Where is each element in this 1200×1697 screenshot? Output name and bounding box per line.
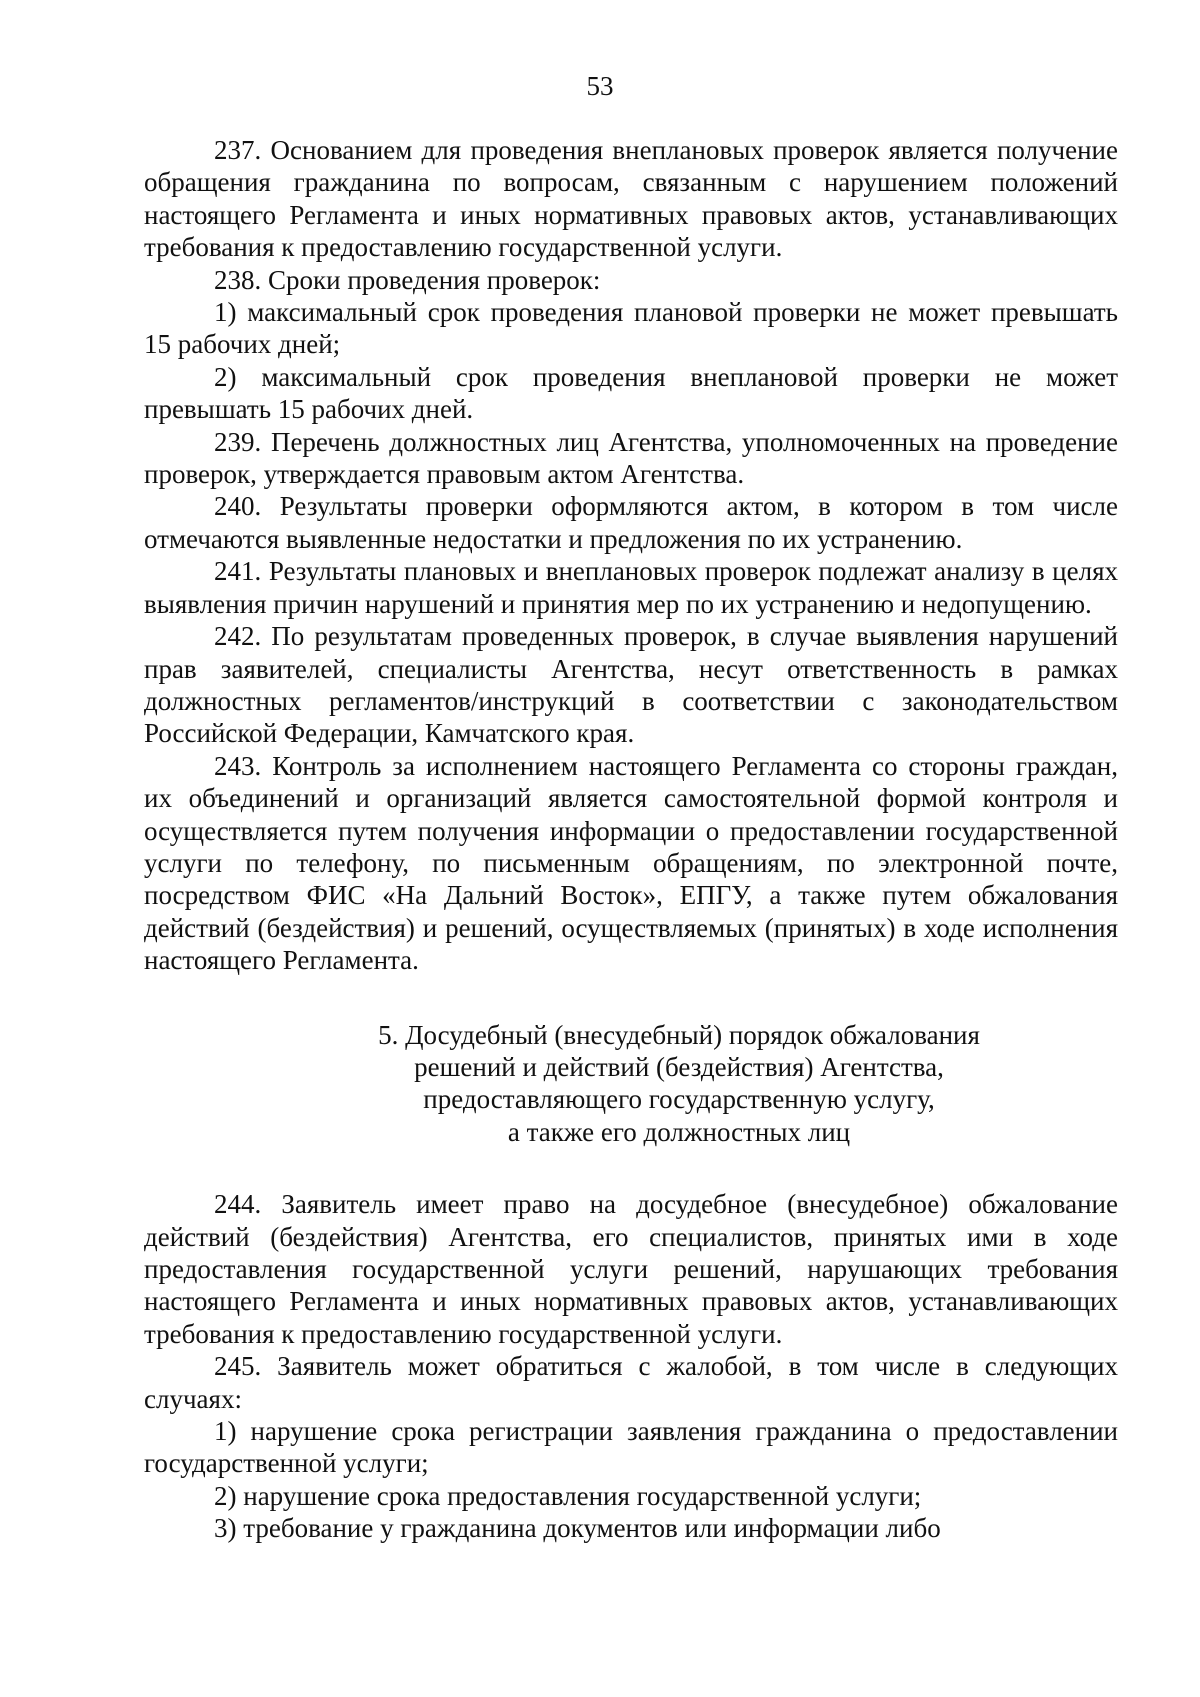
section-heading-line-2: решений и действий (бездействия) Агентства, xyxy=(414,1051,944,1082)
paragraph-238: 238. Сроки проведения проверок: xyxy=(214,264,601,295)
paragraph-242: 242. По результатам проведенных проверок, в случае выявления нарушений прав заявителей, специалисты Агентства, несут ответственность в рамках должностных регламентов/инструкций в соответствии с законодательством Российской Федерации, Камчатского края. xyxy=(144,621,1118,749)
paragraph-238-item-1: 1) максимальный срок проведения плановой проверки не может превышать 15 рабочих дней; xyxy=(144,297,1118,360)
paragraph-238-item-2: 2) максимальный срок проведения внеплановой проверки не может превышать 15 рабочих дней. xyxy=(144,361,1118,425)
paragraph-245: 245. Заявитель может обратиться с жалобой, в том числе в следующих случаях: xyxy=(144,1351,1118,1414)
section-heading-line-4: а также его должностных лиц xyxy=(507,1116,851,1147)
paragraph-240: 240. Результаты проверки оформляются актом, в котором в том числе отмечаются выявленные недостатки и предложения по их устранению. xyxy=(144,491,1118,554)
section-heading-line-3: предоставляющего государственную услугу, xyxy=(423,1084,935,1115)
paragraph-245-item-1: 1) нарушение срока регистрации заявления гражданина о предоставлении государственной услуги; xyxy=(144,1416,1118,1479)
paragraph-241: 241. Результаты плановых и внеплановых проверок подлежат анализу в целях выявления причин нарушений и принятия мер по их устранению и недопущению. xyxy=(144,556,1118,619)
paragraph-245-item-3: 3) требование у гражданина документов или информации либо xyxy=(214,1513,941,1544)
document-body xyxy=(144,134,1118,1545)
section-heading-line-1: 5. Досудебный (внесудебный) порядок обжалования xyxy=(378,1019,980,1050)
paragraph-245-item-2: 2) нарушение срока предоставления государственной услуги; xyxy=(214,1480,922,1511)
page-number: 53 xyxy=(586,71,614,101)
paragraph-239: 239. Перечень должностных лиц Агентства, уполномоченных на проведение проверок, утверждается правовым актом Агентства. xyxy=(144,426,1118,490)
paragraph-243: 243. Контроль за исполнением настоящего Регламента со стороны граждан, их объединений и организаций является самостоятельной формой контроля и осуществляется путем получения информации о предоставлении государственной услуги по телефону, по письменным обращениям, по электронной почте, посредством ФИС «На Дальний Восток», ЕПГУ, а также путем обжалования действий (бездействия) и решений, осуществляемых (принятых) в ходе исполнения настоящего Регламента. xyxy=(144,750,1118,976)
paragraph-244: 244. Заявитель имеет право на досудебное (внесудебное) обжалование действий (бездействия) Агентства, его специалистов, принятых ими в ходе предоставления государственной услуги решений, нарушающих требования настоящего Регламента и иных нормативных правовых актов, устанавливающих требования к предоставлению государственной услуги. xyxy=(144,1189,1118,1349)
section-heading xyxy=(144,1019,1118,1149)
paragraph-237: 237. Основанием для проведения внеплановых проверок является получение обращения гражданина по вопросам, связанным с нарушением положений настоящего Регламента и иных нормативных правовых актов, устанавливающих требования к предоставлению государственной услуги. xyxy=(144,135,1118,263)
